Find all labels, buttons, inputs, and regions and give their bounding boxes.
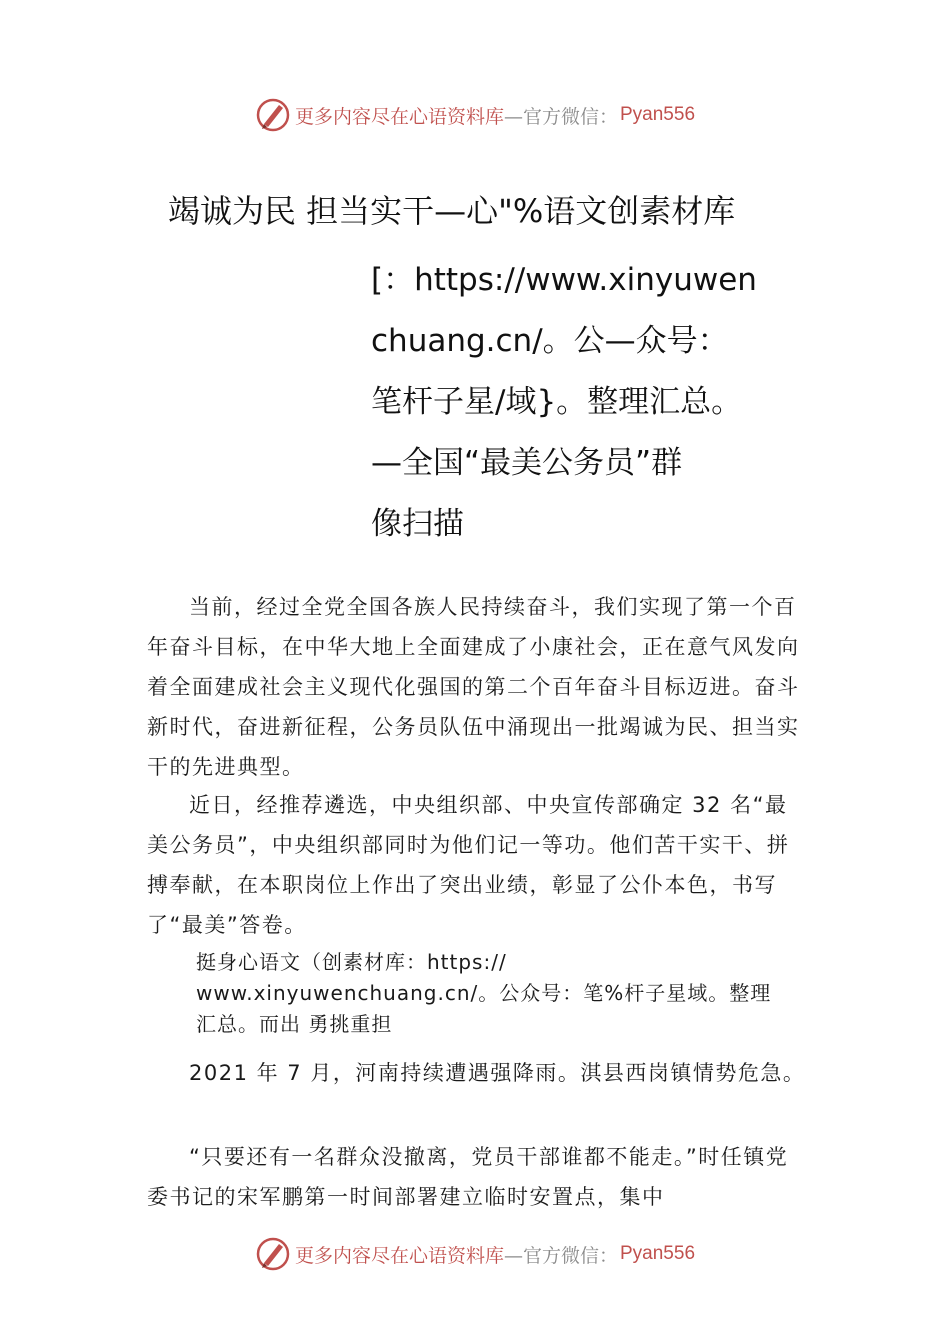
section-line: 汇总。而出 勇挑重担 bbox=[196, 1012, 393, 1036]
paragraph-henan-rain: 2021 年 7 月，河南持续遭遇强降雨。淇县西岗镇情势危急。 bbox=[189, 1061, 806, 1085]
pen-logo-icon bbox=[255, 97, 291, 133]
paragraph-section-heading bbox=[196, 947, 836, 1040]
section-line: www.xinyuwenchuang.cn/。公众号：笔%杆子星域。整理 bbox=[196, 981, 772, 1005]
footer-banner bbox=[0, 1234, 950, 1274]
banner-site-name: 更多内容尽在心语资料库 bbox=[294, 1244, 504, 1267]
paragraph-selection: 近日，经推荐遴选，中央组织部、中央宣传部确定 32 名“最美公务员”，中央组织部同时为他们记一等功。他们苦干实干、拼搏奉献，在本职岗位上作出了突出业绩，彰显了公仆本色，书写了“最美”答卷。 bbox=[147, 793, 790, 937]
section-line: 挺身心语文（创素材库：https:// bbox=[196, 950, 507, 974]
banner-site-name: 更多内容尽在心语资料库 bbox=[294, 105, 504, 128]
banner-wechat-id: Pyan556 bbox=[620, 104, 696, 125]
title-line: —全国“最美公务员”群 bbox=[371, 445, 683, 481]
document-title-continuation bbox=[371, 250, 791, 555]
title-line: chuang.cn/。公—众号： bbox=[371, 323, 729, 359]
title-line: 像扫描 bbox=[371, 506, 464, 542]
banner-wechat-label: —官方微信： bbox=[503, 1244, 618, 1267]
title-line: 笔杆子星/域}。整理汇总。 bbox=[371, 384, 743, 420]
pen-logo-icon bbox=[255, 1236, 291, 1272]
document-title: 竭诚为民 担当实干—心"%语文创素材库 bbox=[168, 192, 736, 230]
header-banner bbox=[0, 95, 950, 135]
paragraph-song-junpeng: “只要还有一名群众没撤离，党员干部谁都不能走。”时任镇党委书记的宋军鹏第一时间部署建立临时安置点，集中 bbox=[147, 1145, 789, 1209]
banner-wechat-label: —官方微信： bbox=[503, 105, 618, 128]
title-line: [：https://www.xinyuwen bbox=[371, 262, 757, 298]
banner-wechat-id: Pyan556 bbox=[620, 1243, 696, 1264]
paragraph-intro: 当前，经过全党全国各族人民持续奋斗，我们实现了第一个百年奋斗目标，在中华大地上全面建成了小康社会，正在意气风发向着全面建成社会主义现代化强国的第二个百年奋斗目标迈进。奋斗新时代，奋进新征程，公务员队伍中涌现出一批竭诚为民、担当实干的先进典型。 bbox=[147, 595, 800, 779]
